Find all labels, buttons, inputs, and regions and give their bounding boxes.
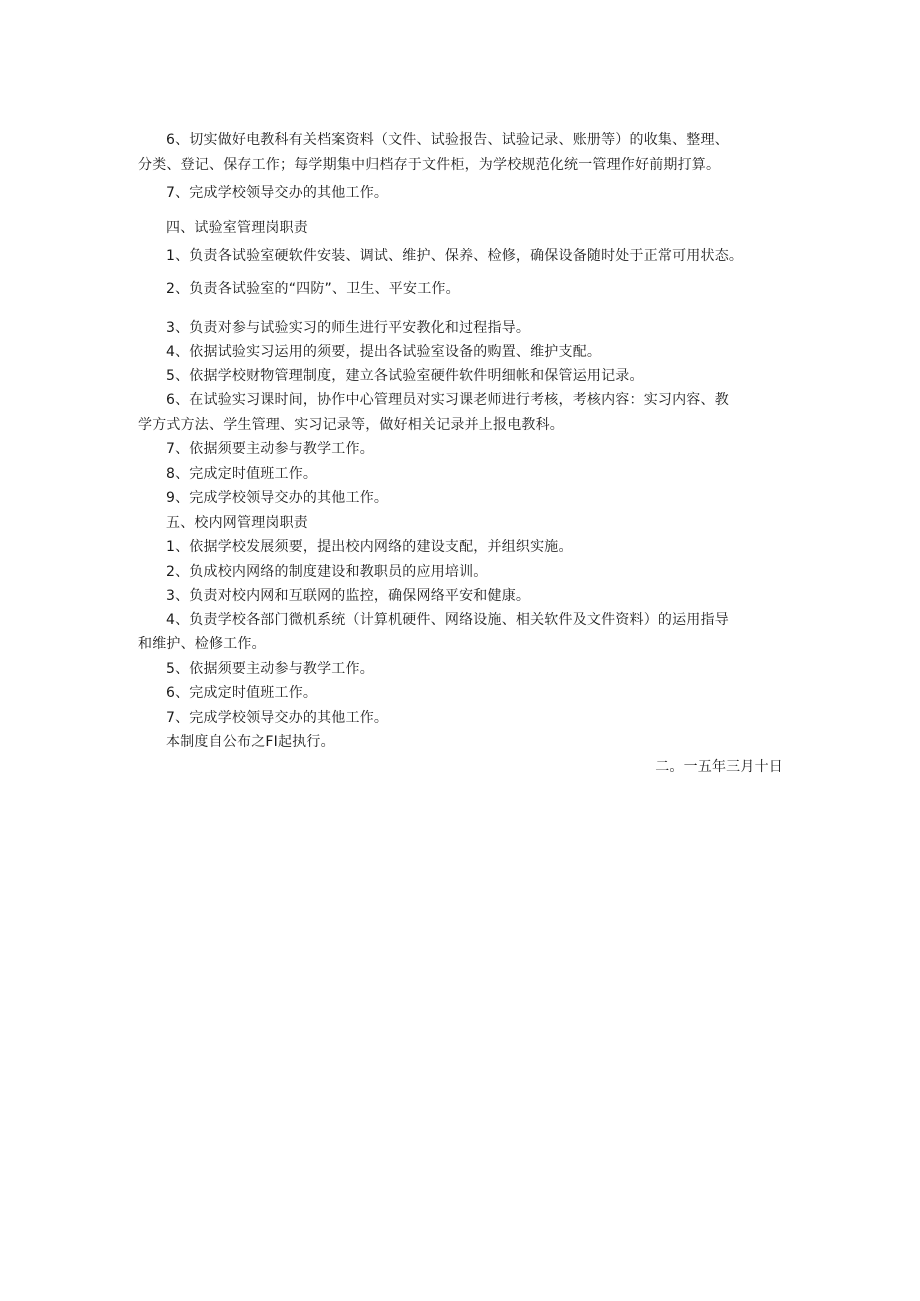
s4-item2: 2、负责各试验室的“四防”、卫生、平安工作。	[166, 281, 460, 297]
section-five-heading: 五、校内网管理岗职责	[166, 515, 308, 531]
section-four-heading: 四、试验室管理岗职责	[166, 220, 308, 236]
s4-item6-line2: 学方式方法、学生管理、实习记录等，做好相关记录并上报电教科。	[138, 417, 564, 433]
s5-item1: 1、依据学校发展须要，提出校内网络的建设支配，并组织实施。	[166, 539, 573, 555]
closing-statement: 本制度自公布之FI起执行。	[166, 734, 335, 750]
s4-item5: 5、依据学校财物管理制度，建立各试验室硬件软件明细帐和保管运用记录。	[166, 368, 644, 384]
s5-item7: 7、完成学校领导交办的其他工作。	[166, 710, 389, 726]
s5-item4-line2: 和维护、检修工作。	[138, 636, 266, 652]
s3-item7: 7、完成学校领导交办的其他工作。	[166, 185, 389, 201]
s5-item5: 5、依据须要主动参与教学工作。	[166, 661, 374, 677]
s4-item8: 8、完成定时值班工作。	[166, 466, 318, 482]
s4-item3: 3、负责对参与试验实习的师生进行平安教化和过程指导。	[166, 320, 531, 336]
s4-item9: 9、完成学校领导交办的其他工作。	[166, 490, 389, 506]
s5-item6: 6、完成定时值班工作。	[166, 685, 318, 701]
s5-item2: 2、负成校内网络的制度建设和教职员的应用培训。	[166, 564, 488, 580]
s5-item3: 3、负责对校内网和互联网的监控，确保网络平安和健康。	[166, 588, 531, 604]
document-date: 二。一五年三月十日	[655, 759, 783, 775]
s3-item6-line1: 6、切实做好电教科有关档案资料（文件、试验报告、试验记录、账册等）的收集、整理、	[166, 132, 729, 148]
s4-item6-line1: 6、在试验实习课时间，协作中心管理员对实习课老师进行考核，考核内容：实习内容、教	[166, 392, 729, 408]
s3-item6-line2: 分类、登记、保存工作；每学期集中归档存于文件柜，为学校规范化统一管理作好前期打算。	[138, 157, 721, 173]
s4-item7: 7、依据须要主动参与教学工作。	[166, 441, 374, 457]
s5-item4-line1: 4、负责学校各部门微机系统（计算机硬件、网络设施、相关软件及文件资料）的运用指导	[166, 612, 729, 628]
s4-item4: 4、依据试验实习运用的须要，提出各试验室设备的购置、维护支配。	[166, 344, 602, 360]
s4-item1: 1、负责各试验室硬软件安装、调试、维护、保养、检修，确保设备随时处于正常可用状态。	[166, 248, 744, 264]
